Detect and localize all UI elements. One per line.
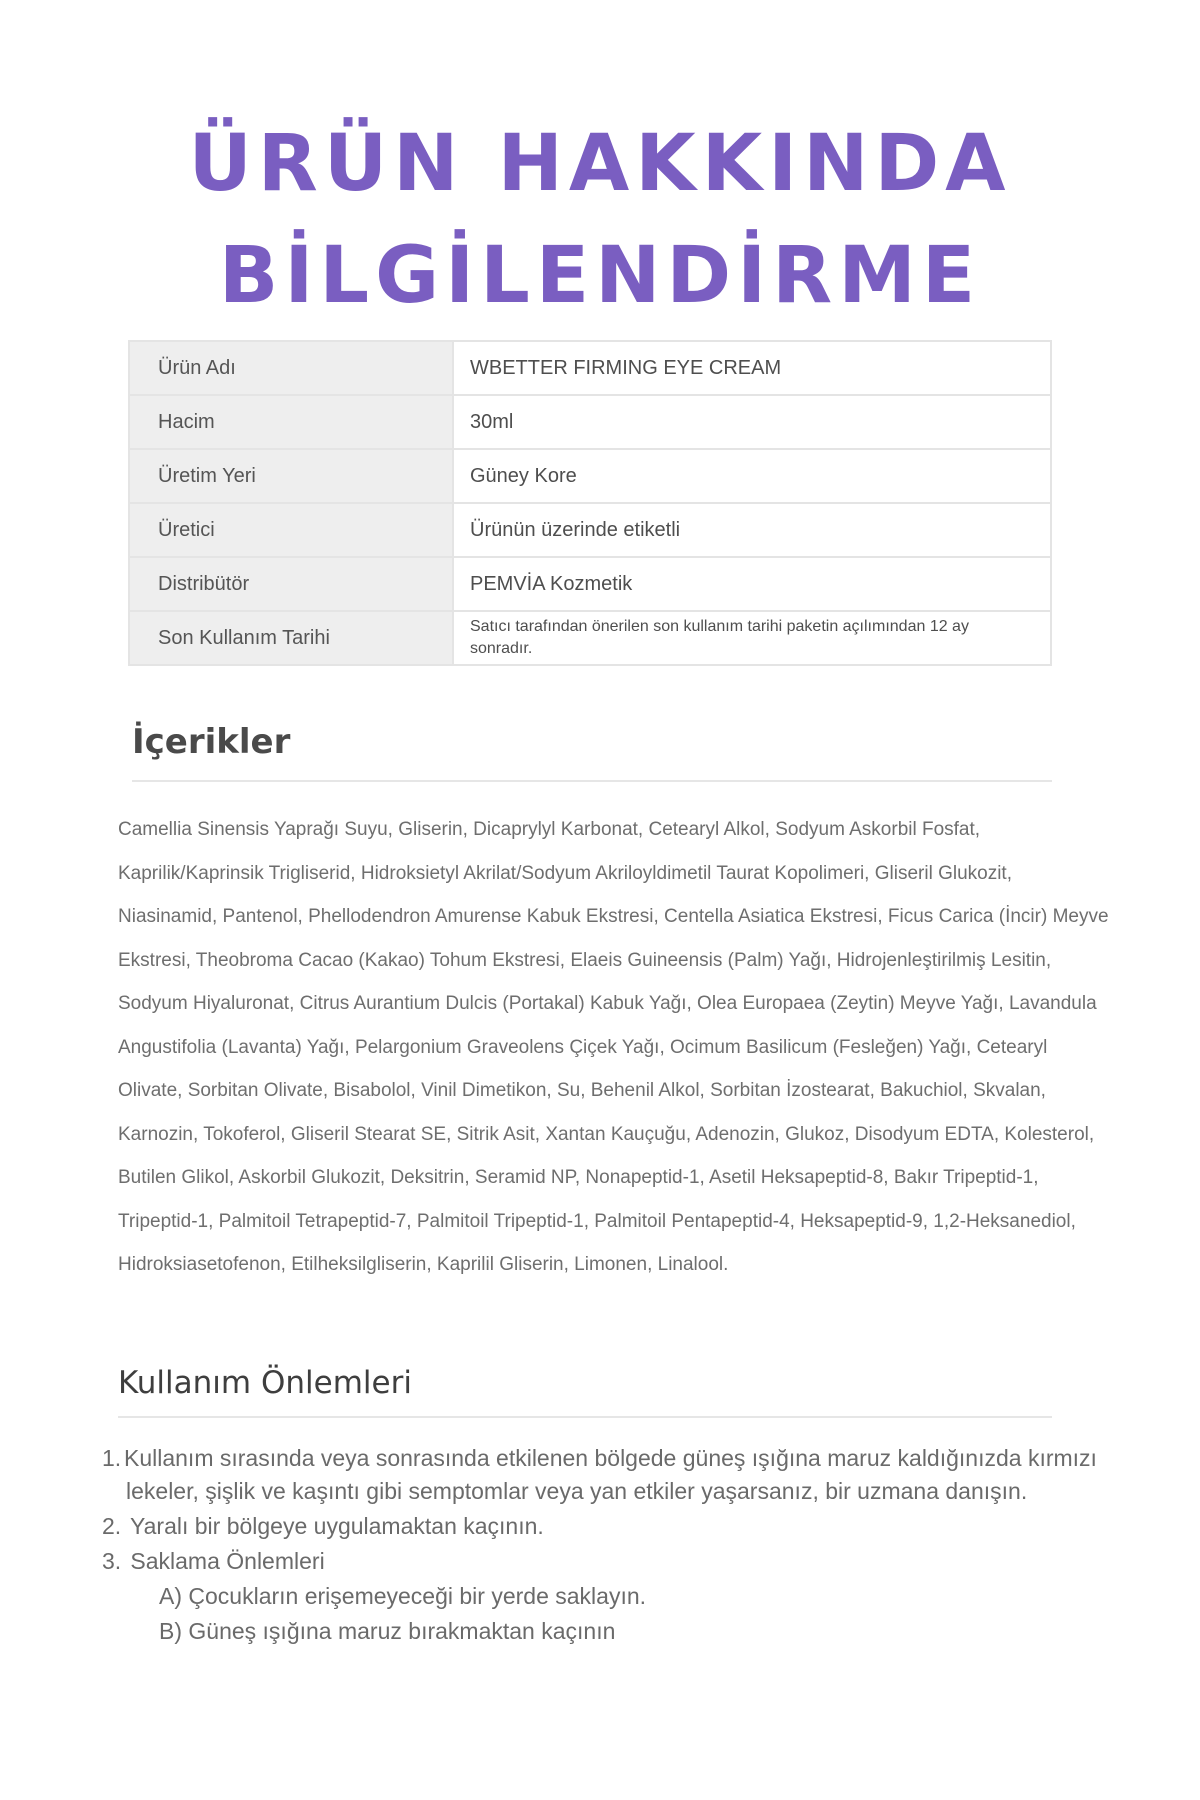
row-value: 30ml <box>453 395 1051 449</box>
row-label: Son Kullanım Tarihi <box>129 611 453 665</box>
ingredients-text: Camellia Sinensis Yaprağı Suyu, Gliserin, Dicaprylyl Karbonat, Cetearyl Alkol, Sodyum Askorbil Fosfat, Kaprilik/Kaprinsik Trigliserid, Hidroksietyl Akrilat/Sodyum Akriloyldimetil Taurat Kopolimeri, Gliseril Glukozit, Niasinamid, Pantenol, Phellodendron Amurense Kabuk Ekstresi, Centella Asiatica Ekstresi, Ficus Carica (İncir) Meyve Ekstresi, Theobroma Cacao (Kakao) Tohum Ekstresi, Elaeis Guineensis (Palm) Yağı, Hidrojenleştirilmiş Lesitin, Sodyum Hiyaluronat, Citrus Aurantium Dulcis (Portakal) Kabuk Yağı, Olea Europaea (Zeytin) Meyve Yağı, Lavandula Angustifolia (Lavanta) Yağı, Pelargonium Graveolens Çiçek Yağı, Ocimum Basilicum (Fesleğen) Yağı, Cetearyl Olivate, Sorbitan Olivate, Bisabolol, Vinil Dimetikon, Su, Behenil Alkol, Sorbitan İzostearat, Bakuchiol, Skvalan, Karnozin, Tokoferol, Gliseril Stearat SE, Sitrik Asit, Xantan Kauçuğu, Adenozin, Glukoz, Disodyum EDTA, Kolesterol, Butilen Glikol, Askorbil Glukozit, Deksitrin, Seramid NP, Nonapeptid-1, Asetil Heksapeptid-8, Bakır Tripeptid-1, Tripeptid-1, Palmitoil Tetrapeptid-7, Palmitoil Tripeptid-1, Palmitoil Pentapeptid-4, Heksapeptid-9, 1,2-Heksanediol, Hidroksiasetofenon, Etilheksilgliserin, Kaprilil Gliserin, Limonen, Linalool. <box>118 819 1109 1275</box>
row-value: Ürünün üzerinde etiketli <box>453 503 1051 557</box>
row-label: Üretici <box>129 503 453 557</box>
table-row <box>129 503 1051 557</box>
list-number: 2. <box>102 1513 122 1539</box>
product-info-table <box>128 340 1052 666</box>
sub-list-item: A) Çocukların erişemeyeceği bir yerde saklayın. <box>159 1583 647 1609</box>
sub-list-item: B) Güneş ışığına maruz bırakmaktan kaçının <box>159 1618 616 1644</box>
row-value: Güney Kore <box>453 449 1051 503</box>
ingredients-heading: İçerikler <box>132 722 291 762</box>
list-number: 1. <box>102 1445 122 1471</box>
precautions-heading: Kullanım Önlemleri <box>118 1365 412 1401</box>
storage-sublist <box>102 1580 1122 1648</box>
table-row <box>129 341 1051 395</box>
list-item <box>102 1545 1122 1648</box>
list-text: Kullanım sırasında veya sonrasında etkilenen bölgede güneş ışığına maruz kaldığınızda kırmızı <box>124 1445 1097 1471</box>
divider <box>132 780 1052 782</box>
list-text: Saklama Önlemleri <box>130 1548 325 1574</box>
page-title-line-2: BİLGİLENDİRME <box>218 231 982 321</box>
list-text: Yaralı bir bölgeye uygulamaktan kaçının. <box>129 1513 544 1539</box>
page-title <box>0 108 1200 332</box>
table-row <box>129 449 1051 503</box>
list-text: lekeler, şişlik ve kaşıntı gibi semptomlar veya yan etkiler yaşarsanız, bir uzmana danışın. <box>126 1478 1028 1504</box>
table-row <box>129 395 1051 449</box>
list-item <box>102 1442 1122 1508</box>
table-row <box>129 557 1051 611</box>
row-value: Satıcı tarafından önerilen son kullanım tarihi paketin açılımından 12 ay sonradır. <box>453 611 1051 665</box>
row-label: Distribütör <box>129 557 453 611</box>
row-value: WBETTER FIRMING EYE CREAM <box>453 341 1051 395</box>
precautions-list <box>102 1442 1122 1650</box>
page-title-line-1: ÜRÜN HAKKINDA <box>188 119 1012 209</box>
row-value: PEMVİA Kozmetik <box>453 557 1051 611</box>
row-label: Hacim <box>129 395 453 449</box>
divider <box>118 1416 1052 1418</box>
row-label: Ürün Adı <box>129 341 453 395</box>
list-item <box>102 1510 1122 1543</box>
row-label: Üretim Yeri <box>129 449 453 503</box>
table-row <box>129 611 1051 665</box>
list-number: 3. <box>102 1548 122 1574</box>
